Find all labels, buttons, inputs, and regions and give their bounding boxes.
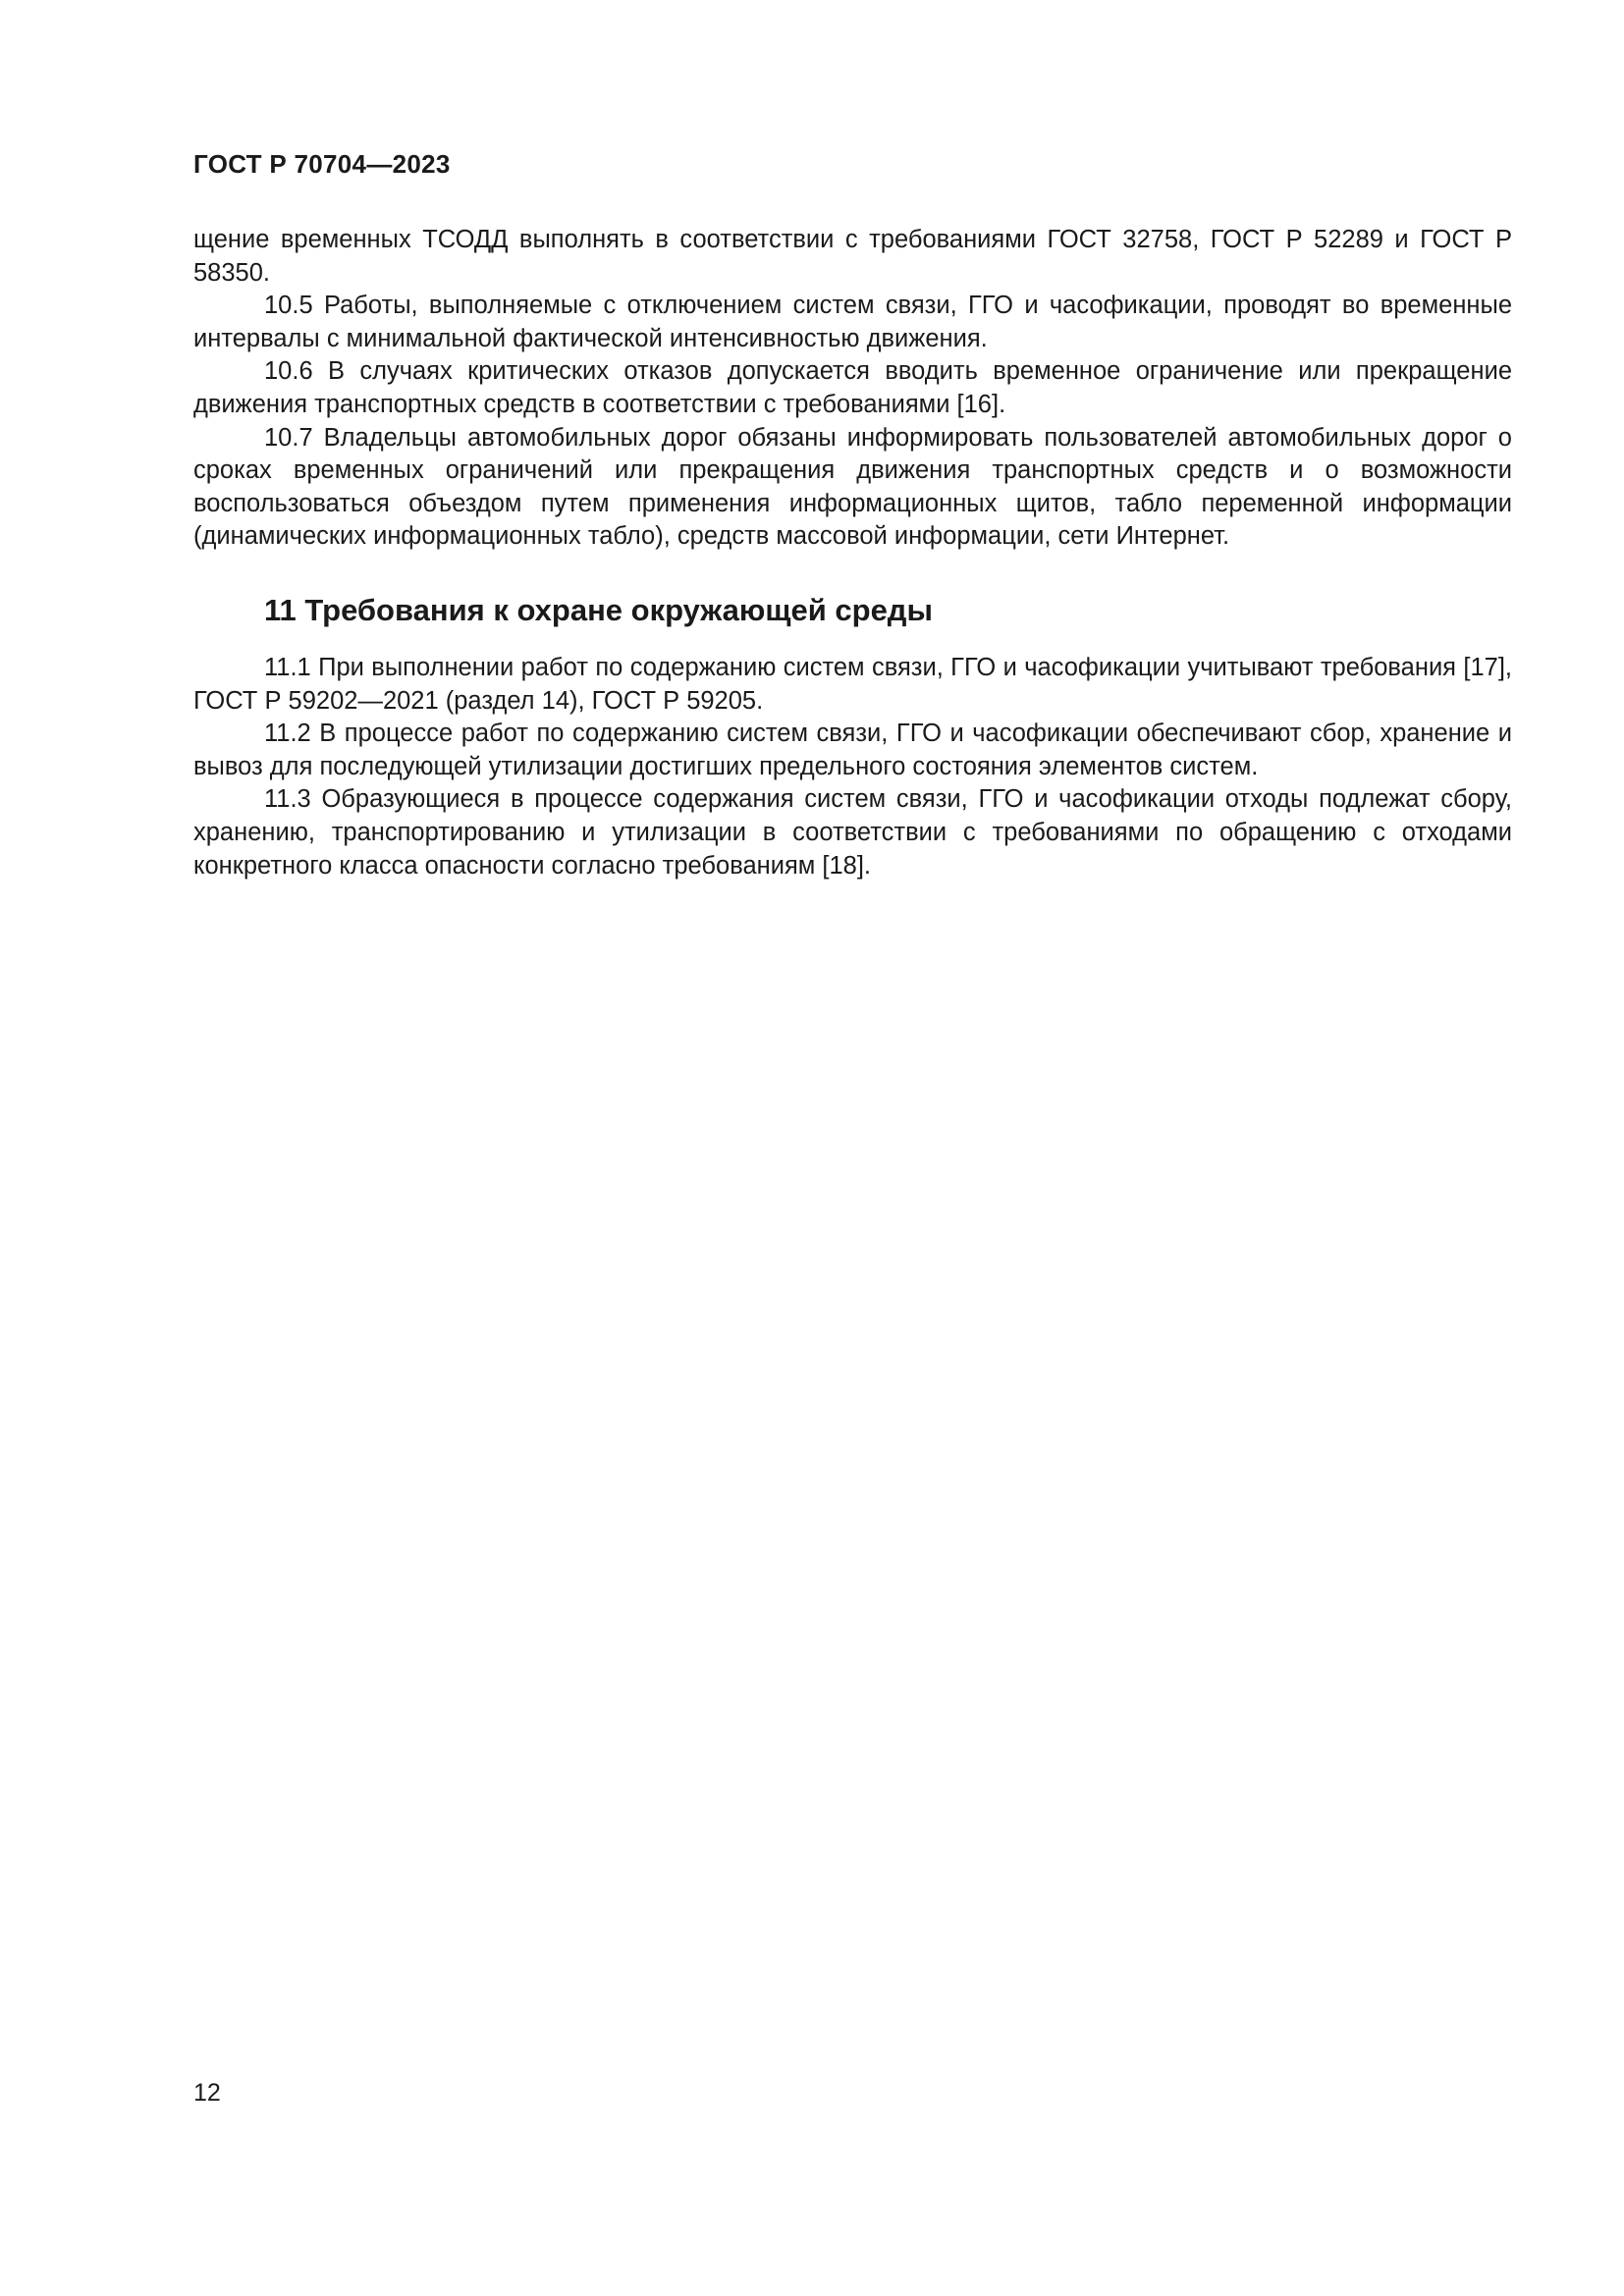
running-header: ГОСТ Р 70704—2023 bbox=[193, 149, 451, 179]
paragraph-10-6: 10.6 В случаях критических отказов допускается вводить временное ограничение или прекращение движения транспортных средств в соответствии с требованиями [16]. bbox=[193, 357, 1512, 418]
section-11-heading: 11 Требования к охране окружающей среды bbox=[264, 592, 933, 627]
paragraph-11-1: 11.1 При выполнении работ по содержанию систем связи, ГГО и часофикации учитывают требования [17], ГОСТ Р 59202—2021 (раздел 14), ГОСТ Р 59205. bbox=[193, 653, 1512, 715]
paragraph-11-3: 11.3 Образующиеся в процессе содержания систем связи, ГГО и часофикации отходы подлежат сбору, хранению, транспортированию и утилизации в соответствии с требованиями по обращению с отходами конкретного класса опасности согласно требованиям [18]. bbox=[193, 785, 1512, 880]
paragraph-10-5: 10.5 Работы, выполняемые с отключением систем связи, ГГО и часофикации, проводят во временные интервалы с минимальной фактической интенсивностью движения. bbox=[193, 292, 1512, 352]
paragraph-10-7: 10.7 Владельцы автомобильных дорог обязаны информировать пользователей автомобильных дорог о сроках временных ограничений или прекращения движения транспортных средств и о возможности воспользоваться объездом путем применения информационных щитов, табло переменной информации (динамических информационных табло), средств массовой информации, сети Интернет. bbox=[193, 423, 1512, 551]
page-number: 12 bbox=[193, 2079, 221, 2107]
body-text bbox=[193, 224, 1512, 882]
paragraph-continuation: щение временных ТСОДД выполнять в соответствии с требованиями ГОСТ 32758, ГОСТ Р 52289 и ГОСТ Р 58350. bbox=[193, 226, 1512, 287]
paragraph-11-2: 11.2 В процессе работ по содержанию систем связи, ГГО и часофикации обеспечивают сбор, хранение и вывоз для последующей утилизации достигших предельного состояния элементов систем. bbox=[193, 720, 1512, 780]
